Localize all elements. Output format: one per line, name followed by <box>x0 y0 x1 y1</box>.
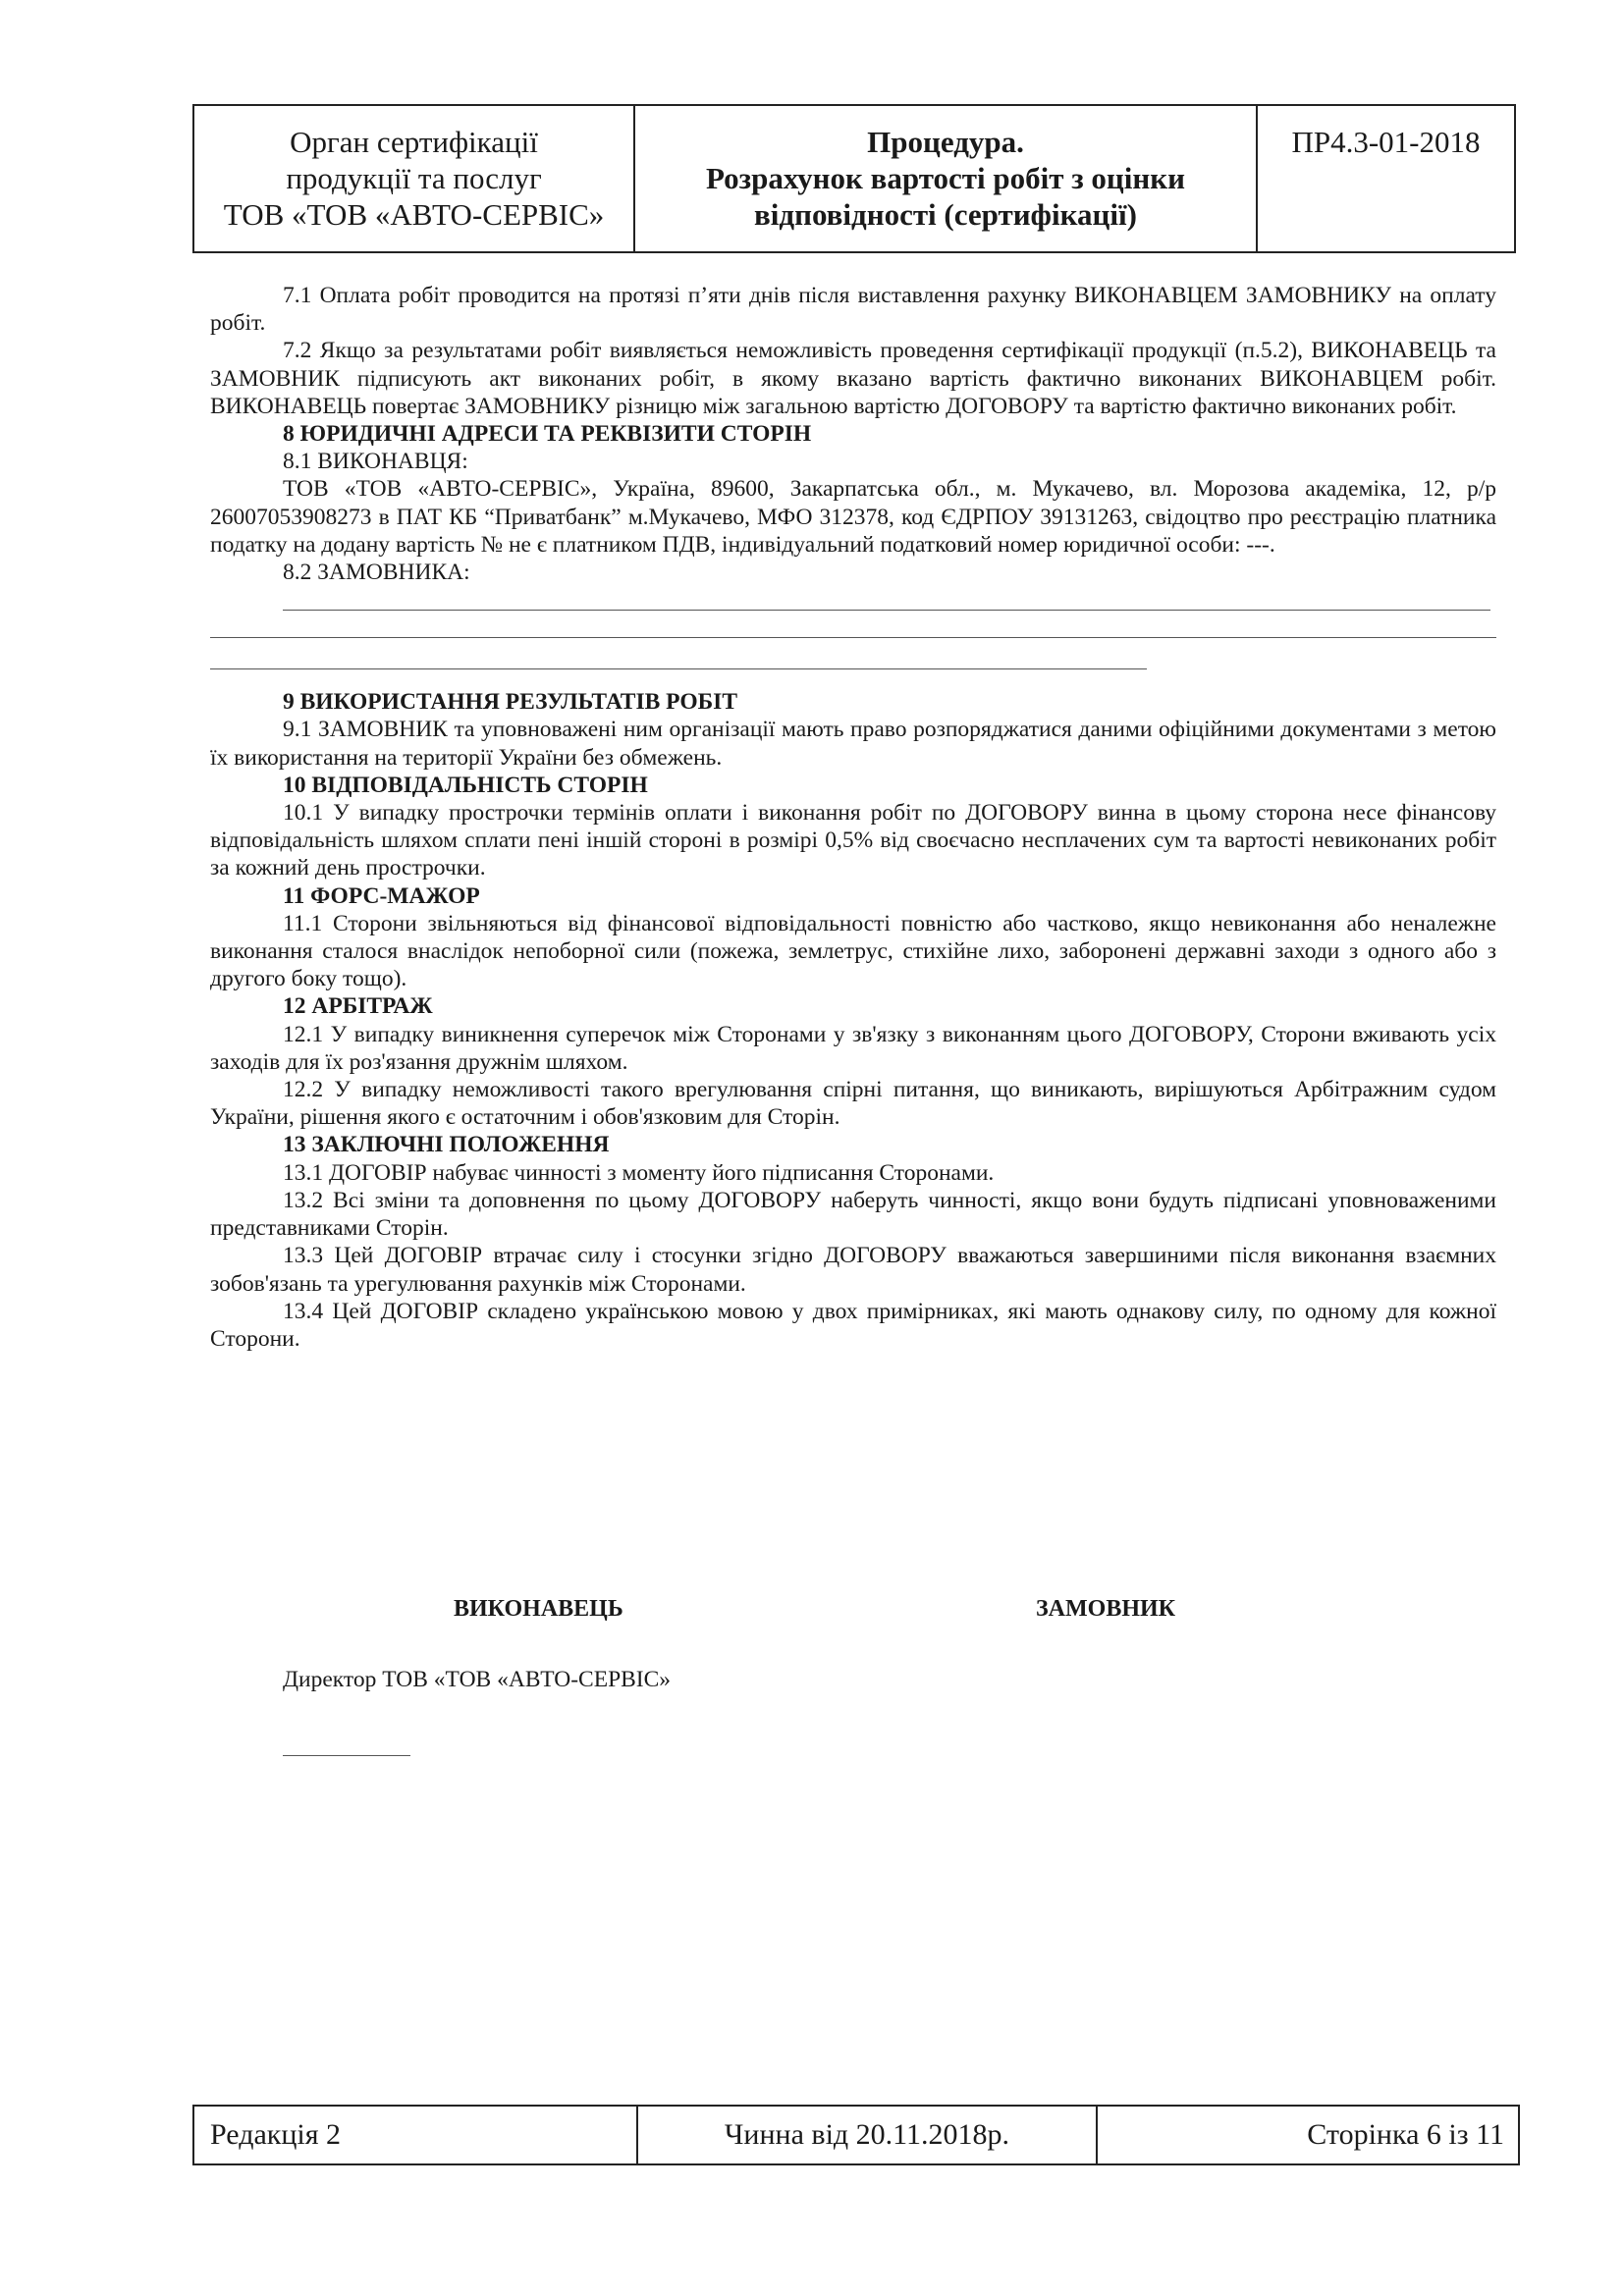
footer-edition: Редакція 2 <box>194 2107 638 2163</box>
paragraph-12-1: 12.1 У випадку виникнення суперечок між Сторонами у зв'язку з виконанням цього ДОГОВОРУ, Сторони вживають усіх заходів для їх роз'язання дружнім шляхом. <box>210 1021 1496 1075</box>
customer-signature-label: ЗАМОВНИК <box>1036 1596 1176 1622</box>
paragraph-9-1: 9.1 ЗАМОВНИК та уповноважені ним організації мають право розпоряджатися даними офіційними документами з метою їх використання на території України без обмежень. <box>210 717 1496 771</box>
section-11-heading: 11 ФОРС-МАЖОР <box>283 882 480 909</box>
director-title: Директор ТОВ «ТОВ «АВТО-СЕРВІС» <box>283 1667 672 1692</box>
header-code <box>1258 106 1514 251</box>
header-org-line-1: Орган сертифікації <box>290 125 538 159</box>
header-org-line-3: ТОВ «ТОВ «АВТО-СЕРВІС» <box>223 197 605 232</box>
section-13-heading: 13 ЗАКЛЮЧНІ ПОЛОЖЕННЯ <box>283 1132 610 1158</box>
paragraph-13-4: 13.4 Цей ДОГОВІР складено українською мовою у двох примірниках, які мають однакову силу, по одному для кожної Сторони. <box>210 1298 1496 1352</box>
paragraph-12-2: 12.2 У випадку неможливості такого врегулювання спірні питання, що виникають, вирішуються Арбітражним судом України, рішення якого є остаточним і обов'язковим для Сторін. <box>210 1077 1496 1131</box>
header-org-line-2: продукції та послуг <box>286 161 542 195</box>
header-title-line-1: Процедура. <box>867 125 1024 159</box>
footer-page-number: Сторінка 6 із 11 <box>1307 2118 1504 2151</box>
document-footer <box>192 2105 1520 2165</box>
section-8-heading: 8 ЮРИДИЧНІ АДРЕСИ ТА РЕКВІЗИТИ СТОРІН <box>283 421 812 448</box>
section-10-heading: 10 ВІДПОВІДАЛЬНІСТЬ СТОРІН <box>283 772 648 798</box>
document-body <box>210 282 1496 1353</box>
header-title <box>635 106 1258 251</box>
header-title-line-3: відповідності (сертифікації) <box>754 197 1137 232</box>
header-code-text: ПР4.3-01-2018 <box>1291 125 1481 159</box>
header-organization <box>194 106 635 251</box>
paragraph-7-2: 7.2 Якщо за результатами робіт виявляється неможливість проведення сертифікації продукції (п.5.2), ВИКОНАВЕЦЬ та ЗАМОВНИК підписують акт виконаних робіт, в якому вказано вартість фактично виконаних ВИКОНАВЦЕМ робіт. ВИКОНАВЕЦЬ повертає ЗАМОВНИКУ різницю між загальною вартістю ДОГОВОРУ та вартістю фактично виконаних робіт. <box>210 338 1496 419</box>
blank-line-1 <box>283 610 1490 611</box>
paragraph-8-2: 8.2 ЗАМОВНИКА: <box>283 560 470 586</box>
header-title-line-2: Розрахунок вартості робіт з оцінки <box>706 161 1185 195</box>
blank-line-2 <box>210 637 1496 638</box>
paragraph-11-1: 11.1 Сторони звільняються від фінансової відповідальності повністю або частково, якщо невиконання або неналежне виконання сталося внаслідок непоборної сили (пожежа, землетрус, стихійне лихо, заборонені державні заходи з одного або з другого боку тощо). <box>210 910 1496 992</box>
section-12-heading: 12 АРБІТРАЖ <box>283 993 433 1020</box>
footer-valid-date: Чинна від 20.11.2018р. <box>638 2107 1098 2163</box>
paragraph-13-3: 13.3 Цей ДОГОВІР втрачає силу і стосунки згідно ДОГОВОРУ вважаються завершиними після виконання взаємних зобов'язань та урегулювання рахунків між Сторонами. <box>210 1243 1496 1297</box>
paragraph-7-1: 7.1 Оплата робіт проводится на протязі п’яти днів після виставлення рахунку ВИКОНАВЦЕМ ЗАМОВНИКУ на оплату робіт. <box>210 283 1496 337</box>
paragraph-13-1: 13.1 ДОГОВІР набуває чинності з моменту його підписання Сторонами. <box>283 1159 995 1186</box>
customer-blank-lines <box>210 586 1496 676</box>
executor-signature-label: ВИКОНАВЕЦЬ <box>454 1596 623 1622</box>
signature-line <box>283 1755 410 1756</box>
paragraph-8-1-details: ТОВ «ТОВ «АВТО-СЕРВІС», Україна, 89600, Закарпатська обл., м. Мукачево, вл. Морозова академіка, 12, р/р 26007053908273 в ПАТ КБ “Приватбанк” м.Мукачево, МФО 312378, код ЄДРПОУ 39131263, свідоцтво про реєстрацію платника податку на додану вартість № не є платником ПДВ, індивідуальний податковий номер юридичної особи: ---. <box>210 476 1496 558</box>
paragraph-10-1: 10.1 У випадку прострочки термінів оплати і виконання робіт по ДОГОВОРУ винна в цьому сторона несе фінансову відповідальність шляхом сплати пені іншій стороні в розмірі 0,5% від своєчасно несплачених сум та вартості невиконаних робіт за кожний день прострочки. <box>210 800 1496 881</box>
document-header <box>192 104 1516 253</box>
paragraph-13-2: 13.2 Всі зміни та доповнення по цьому ДОГОВОРУ наберуть чинності, якщо вони будуть підписані уповноваженими представниками Сторін. <box>210 1187 1496 1242</box>
blank-line-3 <box>210 668 1147 669</box>
section-9-heading: 9 ВИКОРИСТАННЯ РЕЗУЛЬТАТІВ РОБІТ <box>283 689 737 716</box>
paragraph-8-1: 8.1 ВИКОНАВЦЯ: <box>283 449 468 475</box>
